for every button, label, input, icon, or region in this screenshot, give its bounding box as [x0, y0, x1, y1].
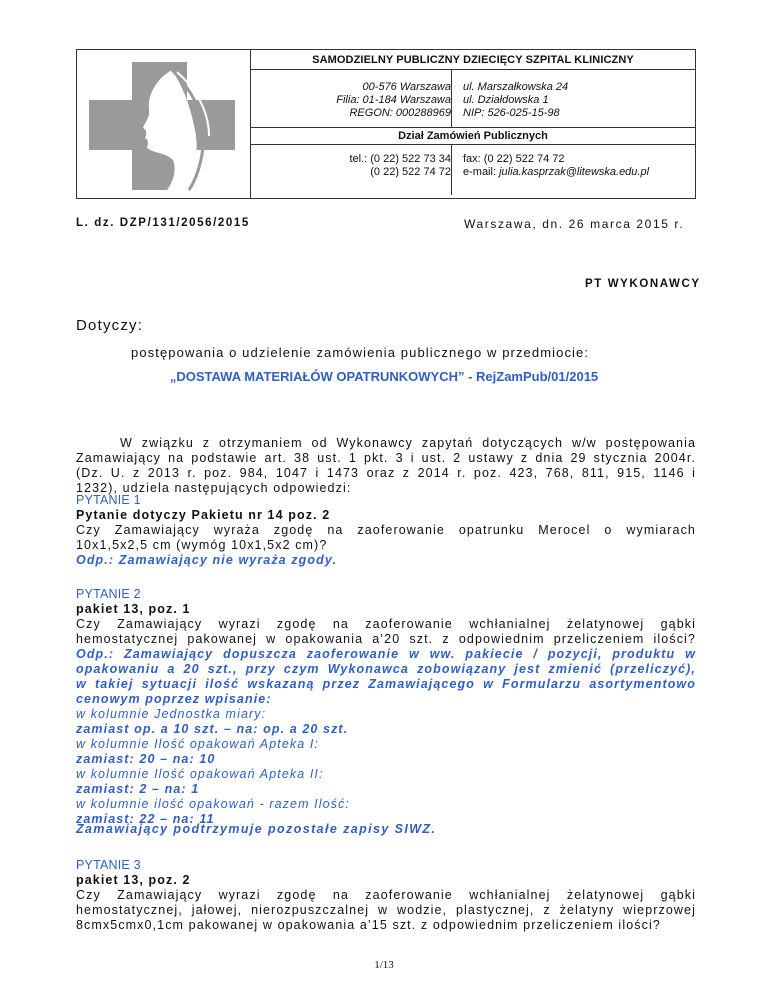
contact-row: [251, 145, 695, 195]
question-2: [76, 587, 696, 827]
address-line: 00-576 Warszawa: [362, 81, 451, 93]
hospital-logo: [77, 50, 251, 198]
address-line: Filia: 01-184 Warszawa: [336, 94, 451, 106]
question-heading: PYTANIE 2: [76, 587, 141, 601]
question-heading: PYTANIE 1: [76, 493, 141, 507]
address-line: ul. Działdowska 1: [463, 94, 549, 106]
fax: fax: (0 22) 522 74 72: [463, 153, 565, 165]
institution-name: SAMODZIELNY PUBLICZNY DZIECIĘCY SZPITAL KLINICZNY: [251, 50, 695, 70]
question-heading: PYTANIE 3: [76, 858, 141, 872]
email-link[interactable]: julia.kasprzak@litewska.edu.pl: [499, 166, 650, 178]
change-value: zamiast: 20 – na: 10: [76, 752, 216, 766]
question-reference: pakiet 13, poz. 1: [76, 602, 191, 616]
email-line: [463, 166, 649, 179]
question-reference: Pytanie dotyczy Pakietu nr 14 poz. 2: [76, 508, 331, 522]
change-label: w kolumnie ilość opakowań - razem Ilość:: [76, 797, 350, 811]
change-label: w kolumnie Ilość opakowań Apteka II:: [76, 767, 324, 781]
question-text: hemostatycznej pakowanej w opakowania a’20 szt. z odpowiednim przeliczeniem ilości?: [76, 632, 696, 646]
divider: [451, 70, 452, 127]
change-value: zamiast: 22 – na: 11: [76, 812, 215, 826]
address-row: [251, 70, 695, 128]
letterhead: [76, 49, 696, 199]
change-label: w kolumnie Ilość opakowań Apteka I:: [76, 737, 320, 751]
question-text: 10x1,5x2,5 cm (wymóg 10x1,5x2 cm)?: [76, 538, 328, 552]
document-date: Warszawa, dn. 26 marca 2015 r.: [464, 217, 685, 231]
divider: [451, 145, 452, 195]
phone-block: [251, 153, 451, 179]
department-name: Dział Zamówień Publicznych: [251, 128, 695, 145]
change-label: w kolumnie Jednostka miary:: [76, 707, 267, 721]
reference-number: L. dz. DZP/131/2056/2015: [76, 217, 250, 229]
question-text: 8cmx5cmx0,1cm pakowanej w opakowania a’15 szt. z odpowiednim przeliczeniem ilości?: [76, 918, 661, 932]
question-text: Czy Zamawiający wyraża zgodę na zaoferowanie opatrunku Merocel o wymiarach: [76, 523, 696, 537]
question-text: Czy Zamawiający wyrazi zgodę na zaoferowanie wchłanialnej żelatynowej gąbki: [76, 888, 696, 902]
answer-text: Odp.: Zamawiający nie wyraża zgody.: [76, 553, 338, 567]
nip: NIP: 526-025-15-98: [463, 107, 560, 119]
regon: REGON: 000288969: [349, 107, 451, 119]
answer-text: cenowym poprzez wpisanie:: [76, 692, 272, 706]
answer-text: Odp.: Zamawiający dopuszcza zaoferowanie w ww. pakiecie / pozycji, produktu w: [76, 647, 696, 661]
intro-line: Zamawiający na podstawie art. 38 ust. 1 pkt. 3 i ust. 2 ustawy z dnia 29 stycznia 2004r.: [76, 451, 696, 465]
phone-line: (0 22) 522 74 72: [370, 166, 451, 178]
intro-line: W związku z otrzymaniem od Wykonawcy zapytań dotyczących w/w postępowania: [120, 436, 696, 450]
question-text: Czy Zamawiający wyrazi zgodę na zaoferowanie wchłanialnej żelatynowej gąbki: [76, 617, 696, 631]
intro-line: 1232), udziela następujących odpowiedzi:: [76, 481, 352, 495]
page-number: 1/13: [374, 959, 394, 971]
answer-text: opakowaniu a 20 szt., przy czym Wykonawca zobowiązany jest zmienić (przeliczyć),: [76, 662, 696, 676]
change-value: zamiast: 2 – na: 1: [76, 782, 200, 796]
change-value: zamiast op. a 10 szt. – na: op. a 20 szt.: [76, 722, 349, 736]
address-line: ul. Marszałkowska 24: [463, 81, 569, 93]
addressee: PT WYKONAWCY: [585, 278, 701, 290]
question-1: [76, 493, 696, 568]
closing-statement: Zamawiający podtrzymuje pozostałe zapisy SIWZ.: [76, 822, 437, 836]
question-3: [76, 858, 696, 933]
subject-label: Dotyczy:: [76, 317, 144, 334]
question-reference: pakiet 13, poz. 2: [76, 873, 191, 887]
answer-text: w takiej sytuacji ilość wskazaną przez Zamawiającego w Formularzu asortymentowo: [76, 677, 696, 691]
letterhead-info: [251, 50, 695, 198]
intro-line: (Dz. U. z 2013 r. poz. 984, 1047 i 1473 oraz z 2014 r. poz. 423, 768, 811, 915, 1146 i: [76, 466, 696, 480]
fax-email-block: [463, 153, 649, 179]
procurement-title: „DOSTAWA MATERIAŁÓW OPATRUNKOWYCH” - RejZamPub/01/2015: [169, 369, 599, 384]
question-text: hemostatycznej, jałowej, nierozpuszczalnej w wodzie, plastycznej, z żelatyny wieprzowej: [76, 903, 696, 917]
address-right: [463, 81, 568, 120]
email-label: e-mail:: [463, 166, 497, 178]
subject-text: postępowania o udzielenie zamówienia publicznego w przedmiocie:: [131, 345, 590, 360]
intro-paragraph: [76, 436, 696, 496]
cross-profile-logo-icon: [77, 50, 249, 198]
address-left: [251, 81, 451, 120]
phone-line: tel.: (0 22) 522 73 34: [349, 153, 451, 165]
